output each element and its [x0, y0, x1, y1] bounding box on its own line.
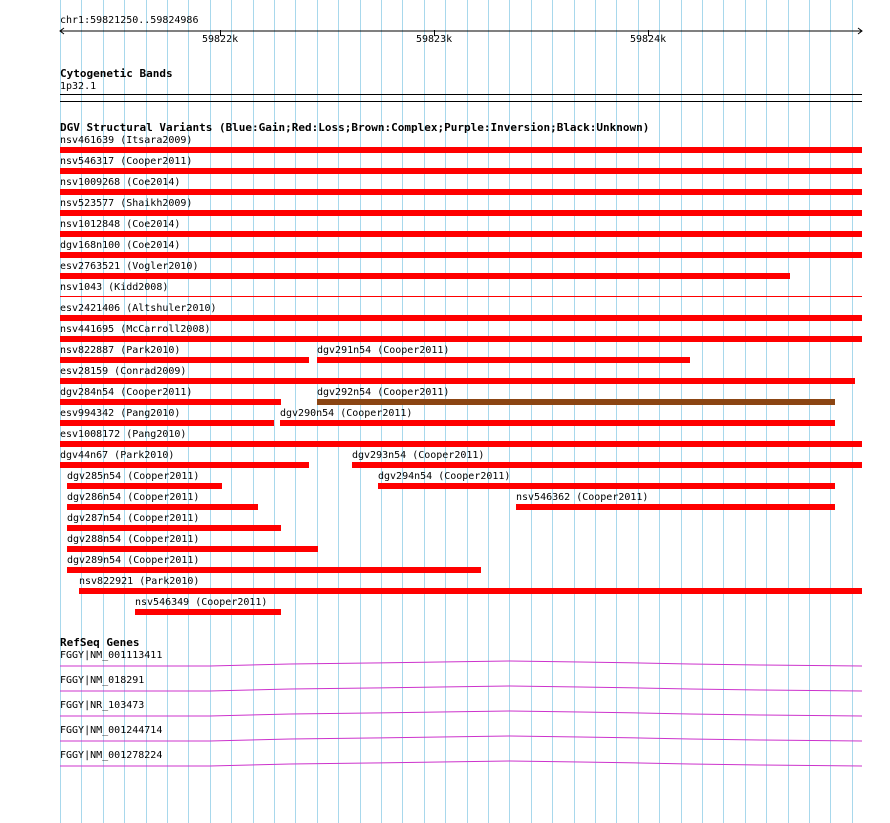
variant-bar[interactable]	[317, 399, 835, 405]
gene-model[interactable]	[60, 736, 862, 742]
ruler-axis	[58, 25, 866, 39]
variant-bar[interactable]	[60, 378, 855, 384]
variant-bar[interactable]	[60, 189, 862, 195]
variant-bar[interactable]	[60, 147, 862, 153]
variant-bar[interactable]	[60, 441, 862, 447]
variant-bar[interactable]	[352, 462, 862, 468]
variant-bar[interactable]	[60, 168, 862, 174]
cyto-band-border	[60, 94, 862, 95]
variant-bar[interactable]	[60, 336, 862, 342]
variant-bar[interactable]	[135, 609, 281, 615]
variant-label[interactable]: nsv546362 (Cooper2011)	[516, 492, 649, 503]
variant-bar[interactable]	[60, 273, 790, 279]
variant-label[interactable]: dgv284n54 (Cooper2011)	[60, 387, 193, 398]
variant-label[interactable]: nsv822887 (Park2010)	[60, 345, 181, 356]
variant-bar[interactable]	[67, 546, 318, 552]
gene-label[interactable]: FGGY|NM_001244714	[60, 725, 163, 736]
variant-label[interactable]: esv1008172 (Pang2010)	[60, 429, 187, 440]
variant-label[interactable]: dgv288n54 (Cooper2011)	[67, 534, 200, 545]
variant-bar[interactable]	[67, 483, 222, 489]
variant-label[interactable]: nsv1043 (Kidd2008)	[60, 282, 169, 293]
variant-bar[interactable]	[60, 210, 862, 216]
variant-label[interactable]: dgv290n54 (Cooper2011)	[280, 408, 413, 419]
variant-bar[interactable]	[79, 588, 862, 594]
variant-label[interactable]: dgv291n54 (Cooper2011)	[317, 345, 450, 356]
variant-label[interactable]: dgv286n54 (Cooper2011)	[67, 492, 200, 503]
ruler-tick-label: 59824k	[630, 34, 667, 45]
variant-bar[interactable]	[67, 504, 258, 510]
variant-label[interactable]: nsv546317 (Cooper2011)	[60, 156, 193, 167]
variant-label[interactable]: nsv822921 (Park2010)	[79, 576, 200, 587]
variant-bar[interactable]	[317, 357, 690, 363]
variant-bar[interactable]	[60, 231, 862, 237]
variant-label[interactable]: esv2421406 (Altshuler2010)	[60, 303, 217, 314]
variant-bar[interactable]	[378, 483, 835, 489]
variant-label[interactable]: esv2763521 (Vogler2010)	[60, 261, 199, 272]
variant-label[interactable]: dgv287n54 (Cooper2011)	[67, 513, 200, 524]
variant-bar[interactable]	[60, 357, 309, 363]
variant-bar[interactable]	[60, 420, 274, 426]
variant-bar[interactable]	[60, 399, 281, 405]
dgv-track-title[interactable]: DGV Structural Variants (Blue:Gain;Red:Loss;Brown:Complex;Purple:Inversion;Black:Unknown)	[60, 121, 650, 134]
variant-label[interactable]: dgv285n54 (Cooper2011)	[67, 471, 200, 482]
variant-label[interactable]: nsv546349 (Cooper2011)	[135, 597, 268, 608]
ruler-tick-label: 59822k	[202, 34, 239, 45]
cyto-track-title[interactable]: Cytogenetic Bands	[60, 67, 173, 80]
gene-label[interactable]: FGGY|NM_001278224	[60, 750, 163, 761]
ruler-tick-label: 59823k	[416, 34, 453, 45]
gene-label[interactable]: FGGY|NR_103473	[60, 700, 145, 711]
ruler-range: chr1:59821250..59824986	[60, 15, 199, 26]
variant-label[interactable]: nsv1009268 (Coe2014)	[60, 177, 181, 188]
variant-bar[interactable]	[67, 525, 281, 531]
variant-label[interactable]: nsv441695 (McCarroll2008)	[60, 324, 211, 335]
gene-model[interactable]	[60, 661, 862, 667]
variant-label[interactable]: dgv289n54 (Cooper2011)	[67, 555, 200, 566]
variant-label[interactable]: dgv294n54 (Cooper2011)	[378, 471, 511, 482]
gene-label[interactable]: FGGY|NM_018291	[60, 675, 145, 686]
gene-model[interactable]	[60, 761, 862, 767]
variant-bar[interactable]	[60, 252, 862, 258]
variant-label[interactable]: nsv461639 (Itsara2009)	[60, 135, 193, 146]
variant-bar[interactable]	[60, 315, 862, 321]
variant-label[interactable]: nsv1012848 (Coe2014)	[60, 219, 181, 230]
gene-model[interactable]	[60, 686, 862, 692]
variant-label[interactable]: esv28159 (Conrad2009)	[60, 366, 187, 377]
variant-label[interactable]: dgv168n100 (Coe2014)	[60, 240, 181, 251]
variant-label[interactable]: dgv44n67 (Park2010)	[60, 450, 175, 461]
gene-model[interactable]	[60, 711, 862, 717]
refseq-track-title[interactable]: RefSeq Genes	[60, 636, 140, 649]
gene-label[interactable]: FGGY|NM_001113411	[60, 650, 163, 661]
variant-bar[interactable]	[60, 296, 862, 297]
variant-bar[interactable]	[60, 462, 309, 468]
variant-bar[interactable]	[67, 567, 481, 573]
cyto-band-label: 1p32.1	[60, 81, 97, 92]
variant-label[interactable]: dgv293n54 (Cooper2011)	[352, 450, 485, 461]
cyto-band-border	[60, 101, 862, 102]
variant-label[interactable]: esv994342 (Pang2010)	[60, 408, 181, 419]
variant-bar[interactable]	[516, 504, 835, 510]
variant-label[interactable]: dgv292n54 (Cooper2011)	[317, 387, 450, 398]
variant-label[interactable]: nsv523577 (Shaikh2009)	[60, 198, 193, 209]
variant-bar[interactable]	[280, 420, 835, 426]
